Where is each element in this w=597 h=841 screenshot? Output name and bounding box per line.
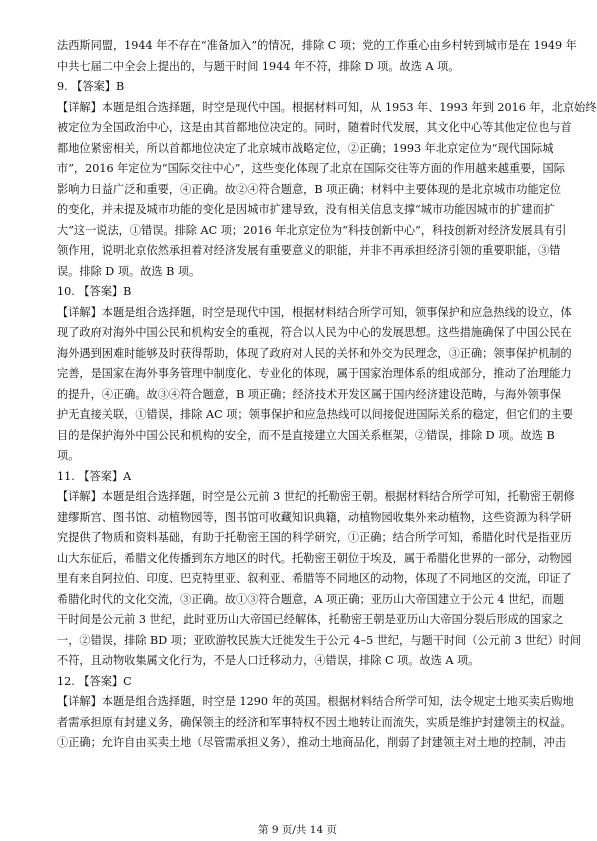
- text-line: 目的是保护海外中国公民和机构的安全，而不是直接建立大国关系框架，②错误，排除 D 项。故选 B: [57, 428, 555, 442]
- document-body: [57, 36, 597, 754]
- text-line: 中共七届二中全会上提出的，与题干时间 1944 年不符，排除 D 项。故选 A 项。: [57, 59, 460, 73]
- answer-heading-10: 10. 【答案】B: [57, 285, 132, 298]
- page-number: 第 9 页/共 14 页: [258, 824, 337, 836]
- text-line: 【详解】本题是组合选择题，时空是 1290 年的英国。根据材料结合所学可知，法令规定土地买卖后购地: [57, 695, 574, 708]
- text-line: 市”，2016 年定位为“国际交往中心”，这些变化体现了北京在国际交往等方面的作用越来越重要，国际: [57, 162, 565, 175]
- text-line: 【详解】本题是组合选择题，时空是公元前 3 世纪的托勒密王朝。根据材料结合所学可知，托勒密王朝修: [57, 490, 575, 503]
- text-line: 大”这一说法，①错误。排除 AC 项；2016 年北京定位为“科技创新中心”，科技创新对经济发展具有引: [57, 223, 567, 237]
- text-line: 海外遇到困难时能够及时获得帮助，体现了政府对人民的关怀和外交为民理念，③正确；领事保护机制的: [57, 346, 572, 360]
- text-line: 都地位紧密相关，所以首都地位决定了北京城市战略定位，②正确；1993 年北京定位为“现代国际城: [57, 141, 554, 155]
- text-line: 被定位为全国政治中心，这是由其首都地位决定的。同时，随着时代发展，其文化中心等其他定位也与首: [57, 121, 572, 134]
- text-line: 完善，是国家在海外事务管理中制度化、专业化的体现，属于国家治理体系的组成部分，推动了治理能力: [57, 367, 572, 380]
- text-line: 【详解】本题是组合选择题，时空是现代中国，根据材料结合所学可知，领事保护和应急热线的设立，体: [57, 305, 572, 319]
- text-line: ①正确；允许自由买卖土地（尽管需承担义务），推动土地商品化，削弱了封建领主对土地的控制，冲击: [57, 736, 567, 749]
- text-line: 山大东征后，希腊文化传播到东方地区的时代。托勒密王朝位于埃及，属于希腊化世界的一部分，动物园: [57, 551, 572, 565]
- text-line: 误。排除 D 项。故选 B 项。: [57, 264, 201, 278]
- text-line: 的提升，④正确。故③④符合题意，B 项正确；经济技术开发区属于国内经济建设范畴，与海外领事保: [57, 387, 562, 401]
- text-line: 【详解】本题是组合选择题，时空是现代中国。根据材料可知，从 1953 年、1993 年到 2016 年，北京始终: [57, 100, 597, 114]
- answer-heading-12: 12. 【答案】C: [57, 674, 132, 688]
- text-line: 究提供了物质和资料基础，有助于托勒密王国的科学研究，①正确；结合所学可知，希腊化时代是指亚历: [57, 531, 572, 544]
- text-line: 的变化，并未提及城市功能的变化是因城市扩建导致，没有相关信息支撑“城市功能因城市的扩建而扩: [57, 203, 555, 216]
- text-line: 建缪斯宫、图书馆、动植物园等，图书馆可收藏知识典籍，动植物园收集外来动植物，这些资源为科学研: [57, 510, 572, 524]
- text-line: 一，②错误，排除 BD 项；亚欧游牧民族大迁徙发生于公元 4–5 世纪，与题干时间（公元前 3 世纪）时间: [57, 633, 582, 647]
- text-line: 希腊化时代的文化交流，③正确。故①③符合题意，A 项正确；亚历山大帝国建立于公元 4 世纪，而题: [57, 592, 564, 606]
- text-line: 领作用，说明北京依然承担着对经济发展有重要意义的职能，并非不再承担经济引领的重要职能，③错: [57, 244, 561, 257]
- text-line: 护无直接关联，①错误，排除 AC 项；领事保护和应急热线可以间接促进国际关系的稳定，但它们的主要: [57, 408, 574, 421]
- text-line: 干时间是公元前 3 世纪，此时亚历山大帝国已经解体，托勒密王朝是亚历山大帝国分裂后形成的国家之: [57, 613, 564, 626]
- answer-heading-11: 11. 【答案】A: [57, 469, 132, 483]
- text-line: 里有来自阿拉伯、印度、巴克特里亚、叙利亚、希腊等不同地区的动物，体现了不同地区的交流，印证了: [57, 572, 572, 585]
- text-line: 不符，且动物收集属文化行为，不是人口迁移动力，④错误，排除 C 项。故选 A 项。: [57, 654, 480, 667]
- answer-heading-9: 9. 【答案】B: [57, 80, 125, 93]
- text-line: 影响力日益广泛和重要，④正确。故②④符合题意，B 项正确；材料中主要体现的是北京城市功能定位: [57, 182, 562, 196]
- text-line: 项。: [57, 449, 80, 462]
- text-line: 法西斯同盟，1944 年不存在“准备加入”的情况，排除 C 项；党的工作重心由乡村转到城市是在 1949 年: [57, 39, 577, 52]
- text-line: 者需承担原有封建义务，确保领主的经济和军事特权不因土地转让而流失，实质是维护封建领主的权益。: [57, 715, 572, 729]
- text-line: 现了政府对海外中国公民和机构安全的重视，符合以人民为中心的发展思想。这些措施确保了中国公民在: [57, 326, 572, 339]
